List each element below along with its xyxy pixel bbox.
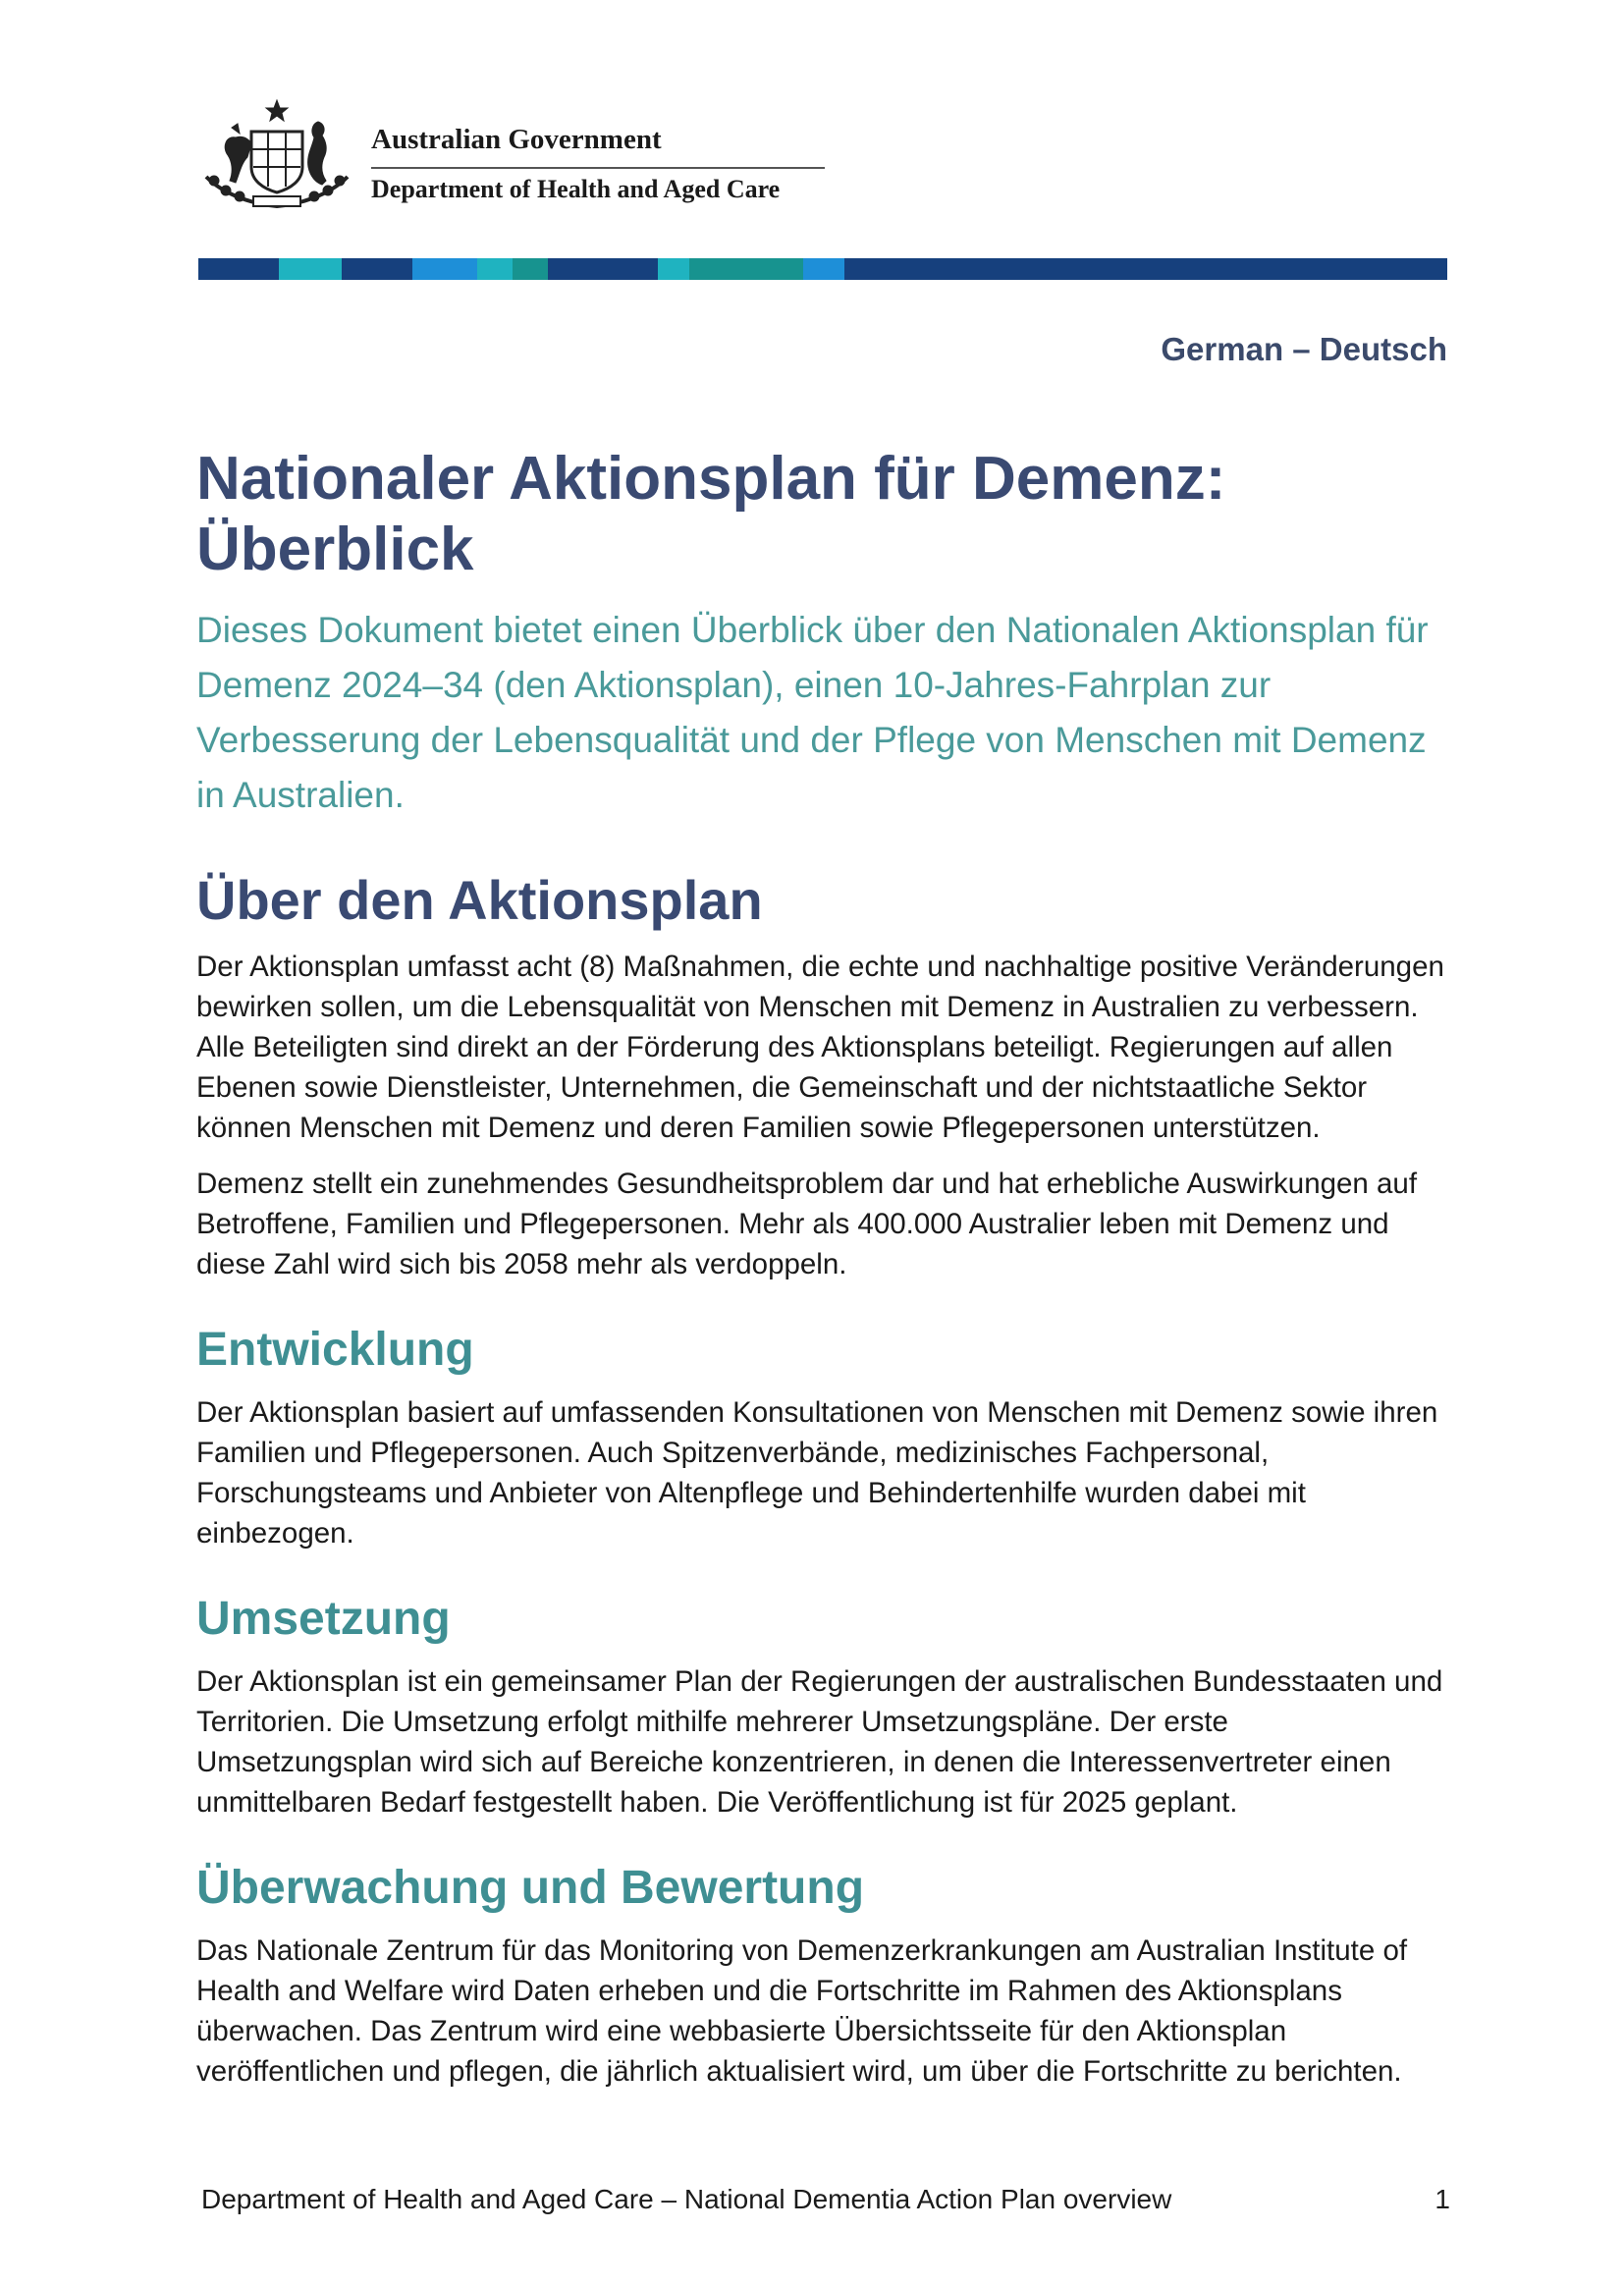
section-heading-development: Entwicklung [196, 1324, 474, 1376]
section-heading-about: Über den Aktionsplan [196, 869, 763, 931]
government-name: Australian Government [371, 124, 662, 155]
band-segment [198, 258, 279, 280]
main-content [196, 444, 1448, 2092]
page-title: Nationaler Aktionsplan für Demenz: Überblick [196, 445, 1226, 583]
band-segment [689, 258, 803, 280]
department-name: Department of Health and Aged Care [371, 175, 781, 203]
footer-text: Department of Health and Aged Care – National Dementia Action Plan overview [201, 2184, 1172, 2214]
section-paragraph: Das Nationale Zentrum für das Monitoring von Demenzerkrankungen am Australian Institute of Health and Welfare wird Daten erheben und die Fortschritte im Rahmen des Aktionsplans überwachen. Das Zentrum wird eine webbasierte Übersichtsseite für den Aktionsplan veröffentlichen und pflegen, die jährlich aktualisiert wird, um über die Fortschritte zu berichten. [196, 1934, 1408, 2088]
band-segment [658, 258, 689, 280]
section-paragraph: Der Aktionsplan basiert auf umfassenden Konsultationen von Menschen mit Demenz sowie ihren Familien und Pflegepersonen. Auch Spitzenverbände, medizinisches Fachpersonal, Forschungsteams und Anbieter von Altenpflege und Behindertenhilfe wurden dabei mit einbezogen. [196, 1396, 1438, 1550]
band-segment [513, 258, 548, 280]
band-segment [548, 258, 658, 280]
language-label: German – Deutsch [1161, 331, 1447, 367]
page-number: 1 [1435, 2184, 1450, 2214]
coat-of-arms-icon [196, 98, 358, 214]
band-segment [412, 258, 477, 280]
intro-paragraph: Dieses Dokument bietet einen Überblick über den Nationalen Aktionsplan für Demenz 2024–34 (den Aktionsplan), einen 10-Jahres-Fahrplan zur Verbesserung der Lebensqualität und der Pflege von Menschen mit Demenz in Australien. [196, 610, 1429, 815]
header-colour-band [198, 258, 1447, 280]
section-heading-monitoring: Überwachung und Bewertung [196, 1862, 865, 1914]
section-paragraph: Der Aktionsplan ist ein gemeinsamer Plan der Regierungen der australischen Bundesstaaten und Territorien. Die Umsetzung erfolgt mithilfe mehrerer Umsetzungspläne. Der erste Umsetzungsplan wird sich auf Bereiche konzentrieren, in denen die Interessenvertreter einen unmittelbaren Bedarf festgestellt haben. Die Veröffentlichung ist für 2025 geplant. [196, 1665, 1443, 1819]
band-segment [803, 258, 844, 280]
band-segment [844, 258, 1447, 280]
government-logo [196, 98, 825, 216]
band-segment [342, 258, 412, 280]
band-segment [279, 258, 342, 280]
page-footer [201, 2184, 1450, 2215]
band-segment [477, 258, 513, 280]
section-paragraph: Der Aktionsplan umfasst acht (8) Maßnahmen, die echte und nachhaltige positive Veränderungen bewirken sollen, um die Lebensqualität von Menschen mit Demenz in Australien zu verbessern. Alle Beteiligten sind direkt an der Förderung des Aktionsplans beteiligt. Regierungen auf allen Ebenen sowie Dienstleister, Unternehmen, die Gemeinschaft und der nichtstaatliche Sektor können Menschen mit Demenz und deren Familien sowie Pflegepersonen unterstützen. [196, 951, 1444, 1144]
section-paragraph: Demenz stellt ein zunehmendes Gesundheitsproblem dar und hat erhebliche Auswirkungen auf Betroffene, Familien und Pflegepersonen. Mehr als 400.000 Australier leben mit Demenz und diese Zahl wird sich bis 2058 mehr als verdoppeln. [196, 1168, 1418, 1280]
logo-divider [371, 167, 825, 169]
section-heading-implementation: Umsetzung [196, 1593, 451, 1645]
